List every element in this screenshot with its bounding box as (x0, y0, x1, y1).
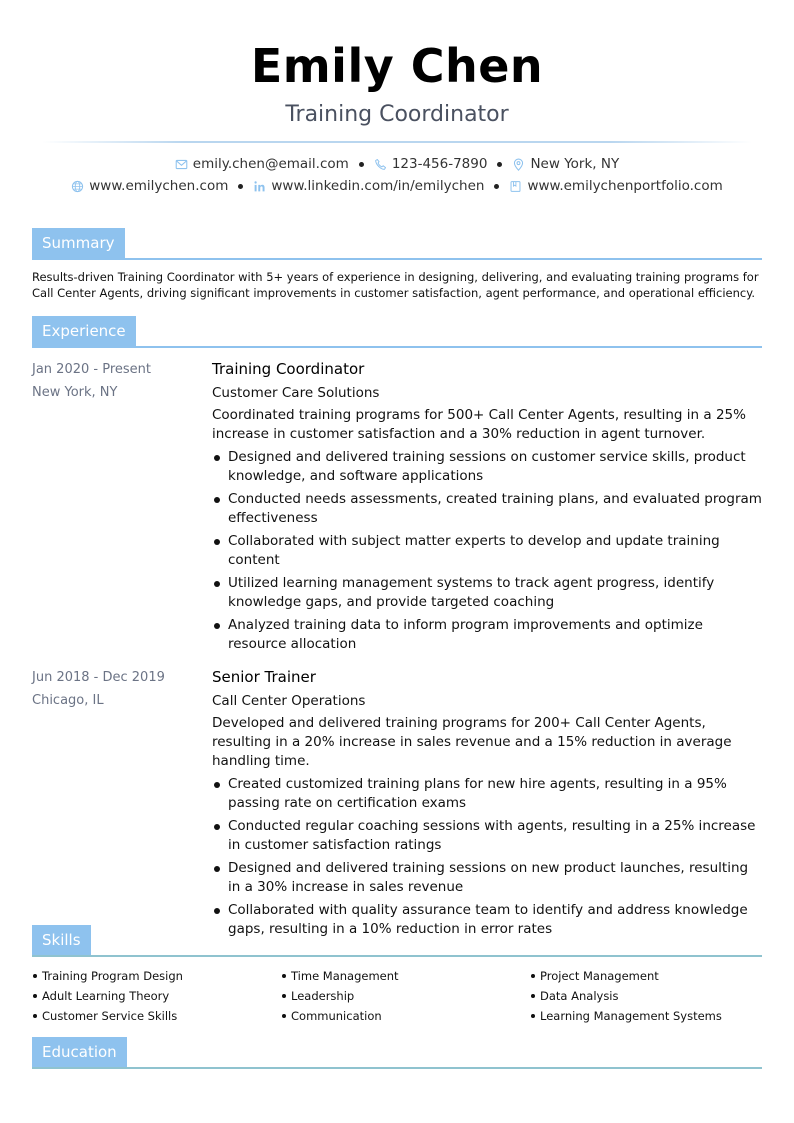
skill-item: Leadership (281, 986, 530, 1006)
summary-title: Summary (32, 228, 125, 260)
phone-icon (374, 158, 387, 171)
separator-dot (494, 184, 499, 189)
contact-email[interactable] (175, 156, 349, 172)
section-divider (32, 1067, 762, 1069)
summary-heading (32, 228, 762, 260)
skill-item: Project Management (530, 966, 762, 986)
skill-item: Training Program Design (32, 966, 281, 986)
contact-location (512, 156, 619, 172)
education-title: Education (32, 1037, 127, 1069)
skills-heading (32, 925, 762, 957)
job-bullet: Utilized learning management systems to track agent progress, identify knowledge gaps, and provide targeted coaching (212, 574, 762, 612)
location-text: New York, NY (530, 156, 620, 172)
candidate-name: Emily Chen (250, 39, 544, 93)
contact-phone[interactable] (374, 156, 488, 172)
job-bullet: Analyzed training data to inform program improvements and optimize resource allocation (212, 616, 762, 654)
header-divider (42, 141, 752, 143)
phone-text: 123-456-7890 (391, 156, 488, 172)
job-company: Call Center Operations (212, 693, 366, 709)
job-entry (32, 666, 762, 943)
skill-item: Learning Management Systems (530, 1006, 762, 1026)
job-title: Senior Trainer (212, 668, 316, 686)
experience-title: Experience (32, 316, 136, 348)
job-bullet: Designed and delivered training sessions on new product launches, resulting in a 30% increase in sales revenue (212, 859, 762, 897)
job-bullet: Conducted needs assessments, created training plans, and evaluated program effectiveness (212, 490, 762, 528)
candidate-role: Training Coordinator (285, 102, 509, 127)
summary-section (32, 228, 762, 301)
job-dates: Jan 2020 - Present (32, 362, 151, 377)
job-bullet: Collaborated with quality assurance team to identify and address knowledge gaps, resulting in a 10% reduction in error rates (212, 901, 762, 939)
job-title: Training Coordinator (212, 360, 365, 378)
experience-heading (32, 316, 762, 348)
contact-info (0, 153, 794, 197)
job-details (212, 666, 762, 943)
job-location: New York, NY (32, 385, 118, 400)
job-bullet: Created customized training plans for new hire agents, resulting in a 95% passing rate on certification exams (212, 775, 762, 813)
job-description: Developed and delivered training programs for 200+ Call Center Agents, resulting in a 20% increase in sales revenue and a 15% reduction in average handling time. (212, 715, 732, 769)
job-company: Customer Care Solutions (212, 385, 380, 401)
map-pin-icon (512, 158, 525, 171)
job-meta (32, 358, 212, 658)
contact-portfolio[interactable] (509, 178, 722, 194)
email-text: emily.chen@email.com (192, 156, 349, 172)
skill-item: Customer Service Skills (32, 1006, 281, 1026)
summary-text: Results-driven Training Coordinator with 5+ years of experience in designing, delivering, and evaluating training programs for Call Center Agents, driving significant improvements in customer satisfaction, agent performance, and operational efficiency. (32, 270, 759, 300)
job-bullet: Collaborated with subject matter experts to develop and update training content (212, 532, 762, 570)
job-bullets (212, 775, 762, 939)
skills-section (32, 925, 762, 1026)
portfolio-icon (509, 180, 522, 193)
resume-header (0, 0, 794, 143)
job-bullets (212, 448, 762, 654)
experience-section (32, 316, 762, 943)
separator-dot (497, 162, 502, 167)
education-heading (32, 1037, 762, 1069)
job-entry (32, 358, 762, 658)
job-bullet: Conducted regular coaching sessions with agents, resulting in a 25% increase in customer satisfaction ratings (212, 817, 762, 855)
linkedin-icon (253, 180, 266, 193)
job-dates: Jun 2018 - Dec 2019 (32, 670, 165, 685)
section-divider (32, 258, 762, 260)
contact-linkedin[interactable] (253, 178, 484, 194)
website-text: www.emilychen.com (89, 178, 229, 194)
contact-row-2 (0, 175, 794, 197)
globe-icon (71, 180, 84, 193)
job-bullet: Designed and delivered training sessions on customer service skills, product knowledge, and software applications (212, 448, 762, 486)
job-location: Chicago, IL (32, 693, 104, 708)
skill-item: Adult Learning Theory (32, 986, 281, 1006)
job-details (212, 358, 762, 658)
job-meta (32, 666, 212, 943)
skills-title: Skills (32, 925, 91, 957)
separator-dot (238, 184, 243, 189)
section-divider (32, 346, 762, 348)
skill-item: Time Management (281, 966, 530, 986)
skill-item: Communication (281, 1006, 530, 1026)
contact-website[interactable] (71, 178, 228, 194)
education-section (32, 1037, 762, 1069)
separator-dot (359, 162, 364, 167)
job-description: Coordinated training programs for 500+ Call Center Agents, resulting in a 25% increase in customer satisfaction and a 30% reduction in agent turnover. (212, 407, 746, 442)
envelope-icon (175, 158, 188, 171)
skills-list (32, 966, 762, 1026)
skill-item: Data Analysis (530, 986, 762, 1006)
contact-row-1 (0, 153, 794, 175)
portfolio-text: www.emilychenportfolio.com (527, 178, 723, 194)
section-divider (32, 955, 762, 957)
linkedin-text: www.linkedin.com/in/emilychen (271, 178, 485, 194)
